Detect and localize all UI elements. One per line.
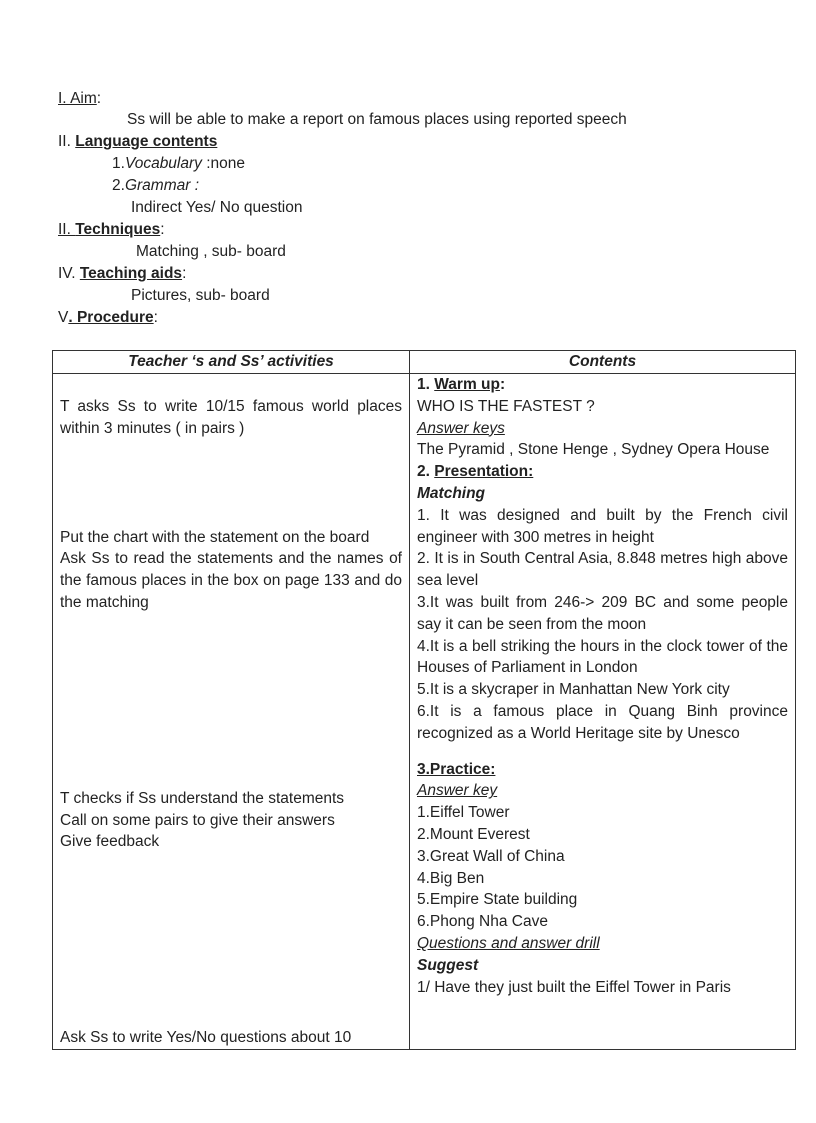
statement-item: 1. It was designed and built by the French civil engineer with 300 metres in height xyxy=(417,506,788,546)
grammar-value: Indirect Yes/ No question xyxy=(131,199,303,216)
procedure-table xyxy=(52,350,796,1050)
practice-activity-2: Call on some pairs to give their answers xyxy=(60,811,335,829)
statement-item: 4.It is a bell striking the hours in the clock tower of the Houses of Parliament in London xyxy=(417,637,788,677)
statement-item: 3.It was built from 246-> 209 BC and some people say it can be seen from the moon xyxy=(417,593,788,633)
statement-item: 6.It is a famous place in Quang Binh province recognized as a World Heritage site by Unesco xyxy=(417,702,788,742)
language-prefix: II. xyxy=(58,133,76,150)
drill-label: Questions and answer drill xyxy=(417,934,600,952)
warmup-heading xyxy=(417,374,788,396)
aids-colon: : xyxy=(182,265,187,282)
warmup-activity: T asks Ss to write 10/15 famous world places within 3 minutes ( in pairs ) xyxy=(60,398,402,437)
techniques-colon: : xyxy=(160,221,165,238)
warmup-colon: : xyxy=(499,376,506,393)
aids-heading xyxy=(58,263,186,285)
statement-item: 5.It is a skycraper in Manhattan New York city xyxy=(417,681,730,699)
presentation-activity-2: Ask Ss to read the statements and the names of the famous places in the box on page 133 and do the matching xyxy=(60,550,402,611)
vocabulary-label: Vocabulary xyxy=(124,155,202,172)
matching-label: Matching xyxy=(417,484,486,502)
aim-heading xyxy=(58,88,101,110)
answer-item: 5.Empire State building xyxy=(417,891,578,909)
answer-keys-text: The Pyramid , Stone Henge , Sydney Opera House xyxy=(417,441,770,459)
suggest-text: 1/ Have they just built the Eiffel Tower in Paris xyxy=(417,978,731,996)
aids-value: Pictures, sub- board xyxy=(131,287,270,304)
aim-label: I. Aim xyxy=(58,90,97,107)
activities-column-header: Teacher ‘s and Ss’ activities xyxy=(53,351,410,374)
procedure-label: . Procedure xyxy=(68,309,154,326)
language-heading xyxy=(58,131,217,153)
aids-label: Teaching aids xyxy=(79,265,183,282)
presentation-label: Presentation: xyxy=(434,463,534,481)
contents-column-header: Contents xyxy=(410,351,796,374)
techniques-heading xyxy=(58,219,165,241)
language-label: Language contents xyxy=(75,133,218,150)
vocabulary-number: 1. xyxy=(112,155,125,172)
statement-item: 2. It is in South Central Asia, 8.848 metres high above sea level xyxy=(417,550,788,590)
presentation-number: 2. xyxy=(417,463,435,481)
presentation-activity-1: Put the chart with the statement on the board xyxy=(60,528,370,546)
warmup-label: Warm up xyxy=(434,376,500,393)
drill-activity: Ask Ss to write Yes/No questions about 10 xyxy=(60,1029,352,1047)
answer-item: 2.Mount Everest xyxy=(417,825,530,843)
practice-heading: 3.Practice: xyxy=(417,760,496,778)
table-body-row xyxy=(53,374,796,1050)
practice-activity-3: Give feedback xyxy=(60,833,160,851)
procedure-heading xyxy=(58,307,158,329)
vocabulary-line xyxy=(112,153,245,175)
answer-key-label: Answer key xyxy=(417,782,498,800)
contents-cell xyxy=(410,374,796,1050)
warmup-number: 1. xyxy=(417,376,435,393)
grammar-label: Grammar : xyxy=(124,177,199,194)
aim-colon: : xyxy=(96,90,102,107)
aim-text: Ss will be able to make a report on famous places using reported speech xyxy=(127,111,627,128)
techniques-value: Matching , sub- board xyxy=(136,243,286,260)
answer-item: 1.Eiffel Tower xyxy=(417,804,510,822)
techniques-prefix: II. xyxy=(58,221,76,238)
procedure-colon: : xyxy=(153,309,158,326)
suggest-label: Suggest xyxy=(417,956,479,974)
grammar-number: 2. xyxy=(112,177,125,194)
answer-item: 4.Big Ben xyxy=(417,869,485,887)
grammar-line xyxy=(112,175,199,197)
aids-prefix: IV. xyxy=(58,265,80,282)
table-header-row xyxy=(53,351,796,374)
techniques-label: Techniques xyxy=(75,221,161,238)
vocabulary-value: :none xyxy=(206,155,246,172)
presentation-heading xyxy=(417,461,788,483)
practice-activity-1: T checks if Ss understand the statements xyxy=(60,789,345,807)
answer-item: 6.Phong Nha Cave xyxy=(417,913,548,931)
answer-keys-label: Answer keys xyxy=(417,419,505,437)
answer-item: 3.Great Wall of China xyxy=(417,847,565,865)
activities-cell xyxy=(53,374,410,1050)
procedure-prefix: V xyxy=(58,309,69,326)
game-title: WHO IS THE FASTEST ? xyxy=(417,397,595,415)
